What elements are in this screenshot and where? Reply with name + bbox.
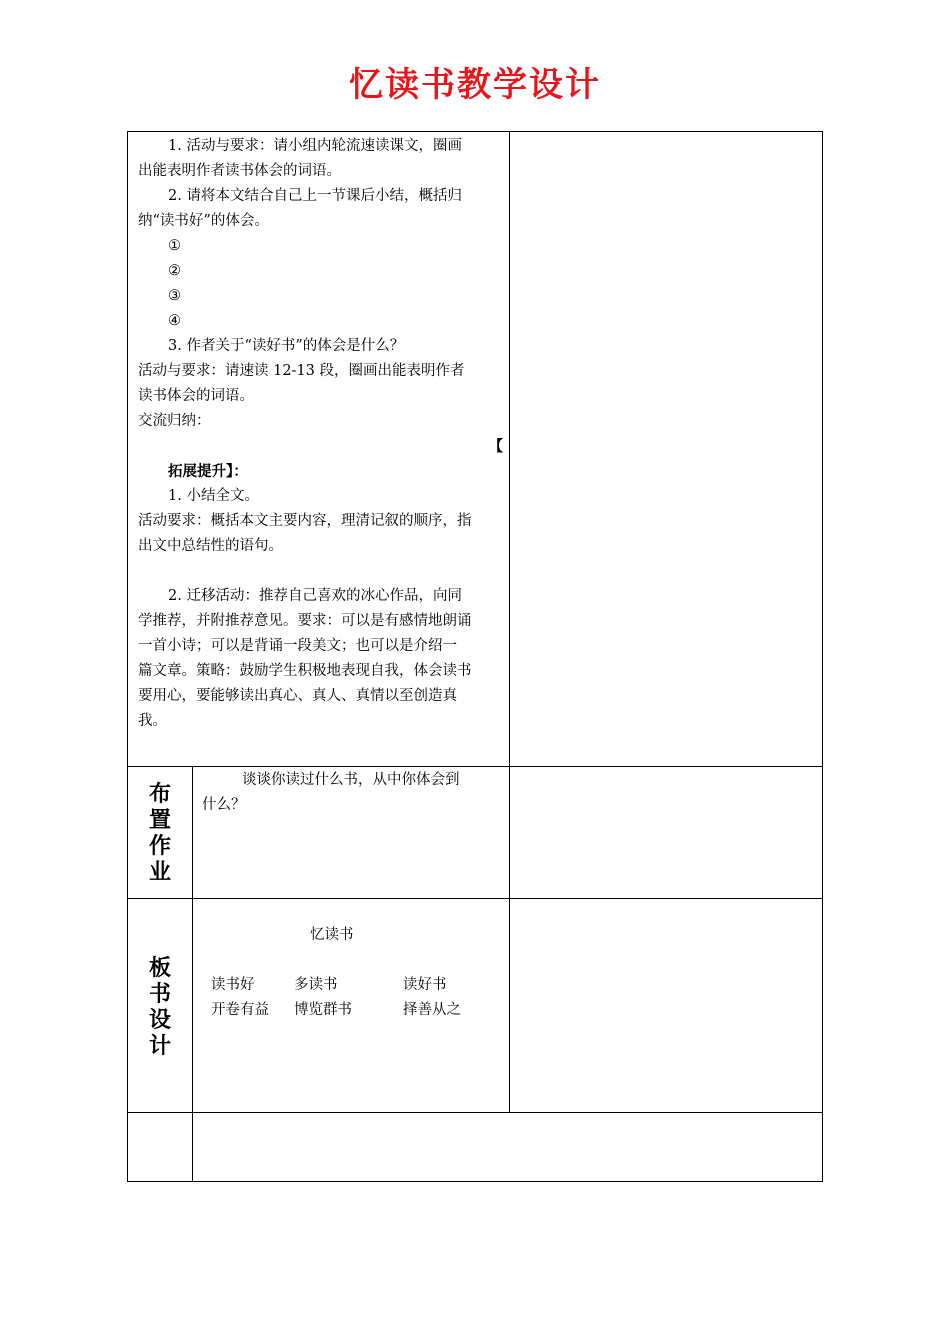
activity-line: ④: [168, 313, 181, 329]
divider-row-2: [128, 898, 823, 899]
activity-line: 要用心，要能够读出真心、真人、真情以至创造真: [138, 688, 457, 704]
board-col-3: 读好书 择善从之: [403, 977, 461, 1018]
activity-line: 活动要求：概括本文主要内容，理清记叙的顺序，指: [138, 513, 472, 529]
activity-line: 交流归纳：: [138, 413, 211, 429]
board-col-1: 读书好 开卷有益: [211, 977, 269, 1018]
lesson-table: [127, 131, 823, 1182]
activity-line: 篇文章。策略：鼓励学生积极地表现自我，体会读书: [138, 663, 472, 679]
page-title: 忆读书教学设计: [349, 65, 601, 105]
divider-label-column: [192, 766, 193, 1182]
activity-line: [138, 559, 503, 584]
activity-line: 1. 小结全文。: [168, 488, 259, 504]
activity-line: 【: [488, 438, 503, 455]
activity-line: 2. 请将本文结合自己上一节课后小结，概括归: [168, 188, 462, 204]
board-label: 板 书 设 计: [148, 956, 171, 1059]
divider-row-3: [128, 1112, 823, 1113]
homework-text: [202, 768, 502, 818]
activity-line: 3. 作者关于“读好书”的体会是什么？: [168, 338, 405, 354]
board-heading: 忆读书: [310, 927, 354, 943]
activity-line: 出能表明作者读书体会的词语。: [138, 163, 341, 179]
activity-line: ③: [168, 288, 181, 304]
activity-line: 2. 迁移活动：推荐自己喜欢的冰心作品，向同: [168, 588, 462, 604]
board-col-2: 多读书 博览群书: [294, 977, 352, 1018]
activity-line: 出文中总结性的语句。: [138, 538, 283, 554]
section-heading: 拓展提升】：: [168, 463, 248, 480]
activity-cell: [138, 134, 503, 734]
activity-line: 学推荐，并附推荐意见。要求：可以是有感情地朗诵: [138, 613, 472, 629]
homework-line: 什么？: [202, 797, 246, 813]
activity-line: ②: [168, 263, 181, 279]
activity-line: 一首小诗；可以是背诵一段美文；也可以是介绍一: [138, 638, 457, 654]
homework-line: 谈谈你读过什么书，从中你体会到: [242, 772, 460, 788]
activity-line: 读书体会的词语。: [138, 388, 254, 404]
activity-line: ①: [168, 238, 181, 254]
activity-line: 纳“读书好”的体会。: [138, 213, 269, 229]
homework-label: 布 置 作 业: [148, 782, 171, 885]
divider-middle-top: [509, 132, 510, 1112]
activity-line: 1. 活动与要求：请小组内轮流速读课文，圈画: [168, 138, 462, 154]
divider-row-1: [128, 766, 823, 767]
activity-line: 活动与要求：请速读 12-13 段，圈画出能表明作者: [138, 363, 465, 379]
activity-line: 我。: [138, 713, 167, 729]
